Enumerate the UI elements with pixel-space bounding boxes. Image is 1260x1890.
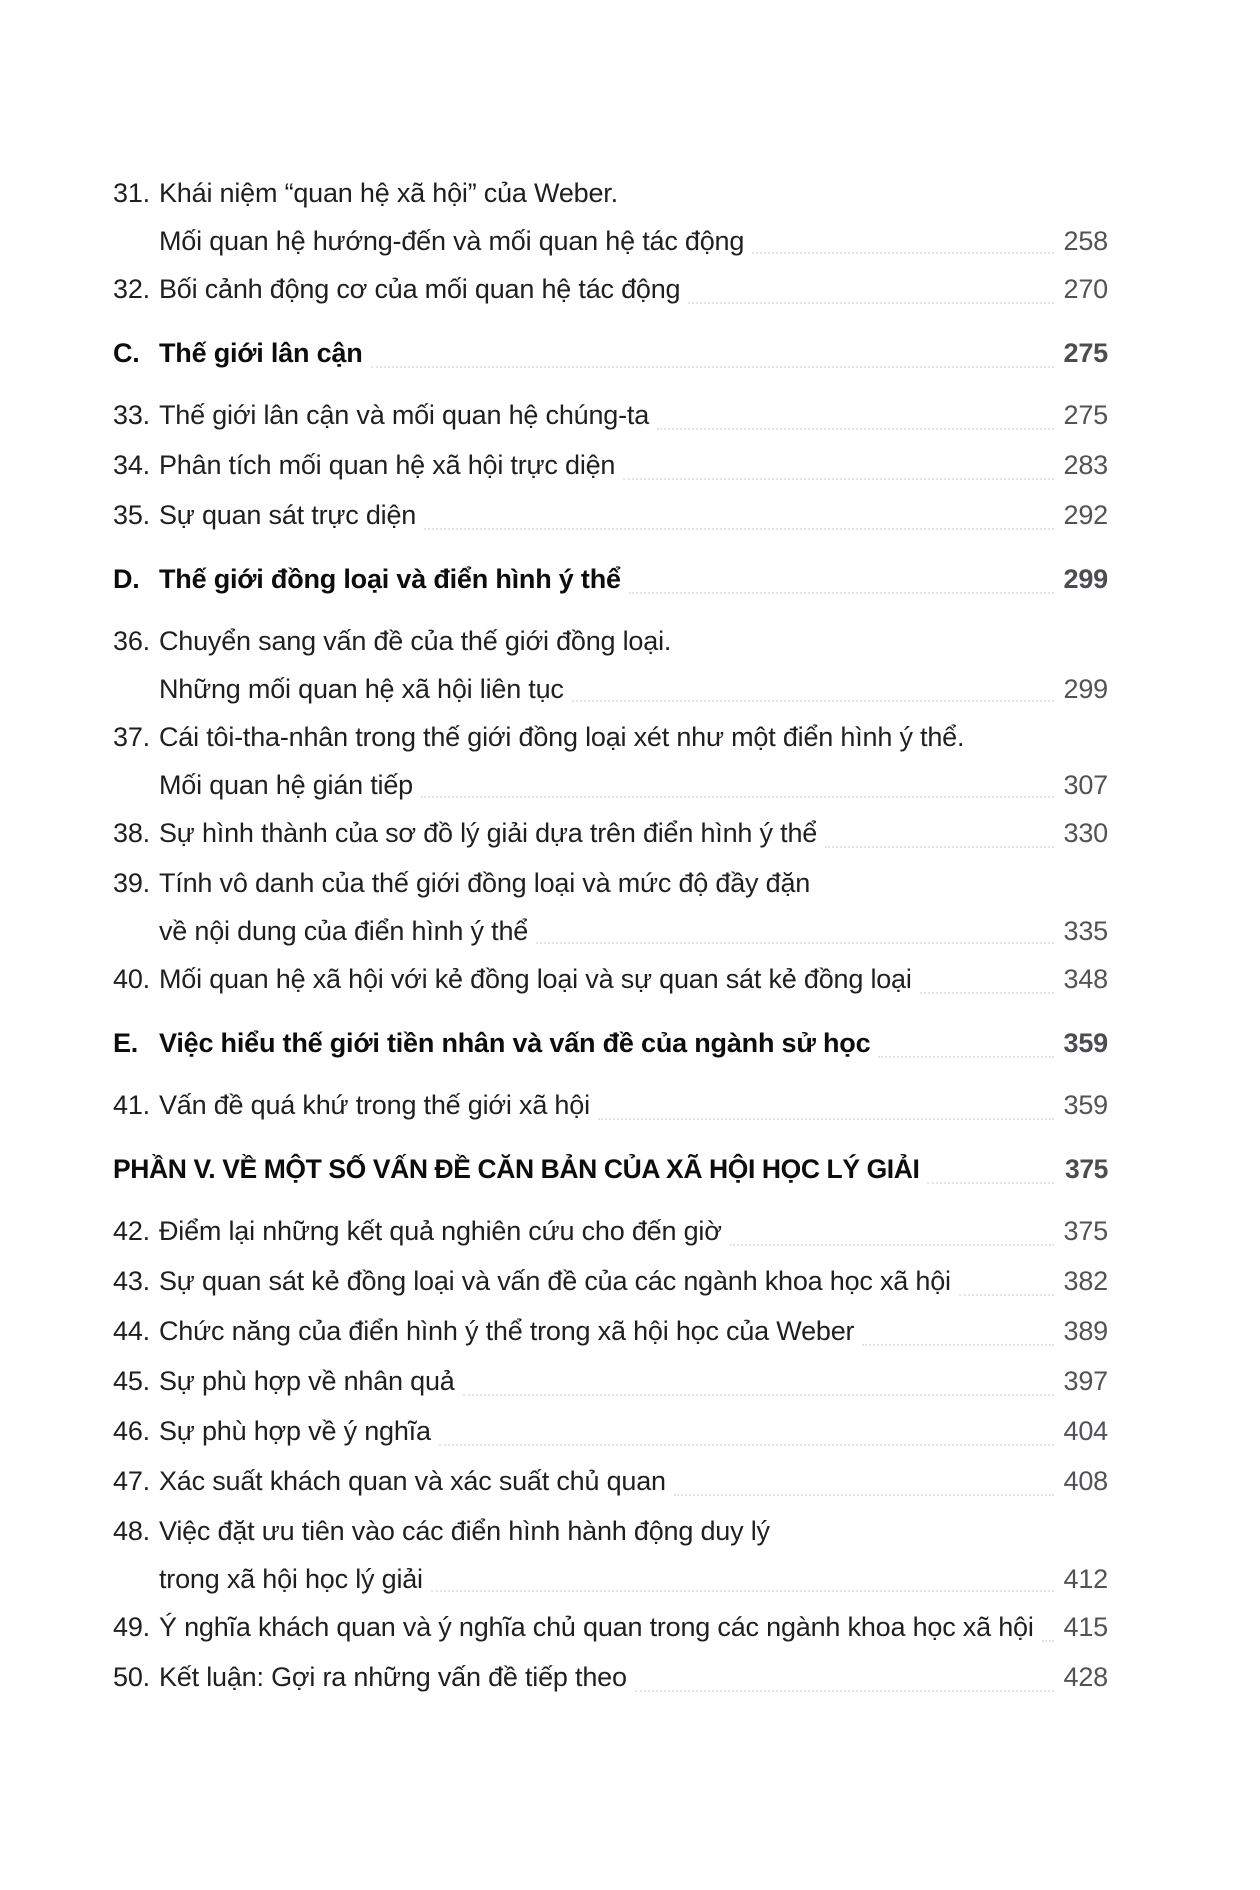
toc-entry-title: Khái niệm “quan hệ xã hội” của Weber. <box>159 177 618 208</box>
toc-entry <box>113 908 1108 954</box>
toc-entry-number: 43. <box>113 1265 150 1296</box>
toc-entry <box>113 390 1108 440</box>
toc-entry <box>113 490 1108 540</box>
toc-entry-title: Cái tôi-tha-nhân trong thế giới đồng loại xét như một điển hình ý thể. <box>159 721 965 752</box>
toc-entry-title: PHẦN V. VỀ MỘT SỐ VẤN ĐỀ CĂN BẢN CỦA XÃ HỘI HỌC LÝ GIẢI <box>113 1153 920 1184</box>
toc-leader-line <box>1042 1640 1054 1642</box>
toc-entry <box>113 1602 1108 1652</box>
toc-leader-line <box>959 1294 1054 1296</box>
toc-section-heading <box>113 1018 1108 1068</box>
toc-page-number: 359 <box>1063 1027 1108 1058</box>
toc-leader-line <box>623 478 1054 480</box>
toc-entry-number: 39. <box>113 867 150 898</box>
toc-page-number: 330 <box>1063 817 1108 848</box>
toc-entry-title: Những mối quan hệ xã hội liên tục <box>159 673 564 704</box>
toc-leader-line <box>862 1344 1054 1346</box>
toc-leader-line <box>730 1244 1054 1246</box>
toc-entry-number: 47. <box>113 1465 150 1496</box>
toc-page-number: 292 <box>1063 499 1108 530</box>
toc-entry <box>113 1406 1108 1456</box>
toc-entry-title: Mối quan hệ hướng-đến và mối quan hệ tác động <box>159 225 745 256</box>
toc-page-number: 283 <box>1063 449 1108 480</box>
toc-page-number: 375 <box>1064 1153 1108 1184</box>
toc-entry <box>113 1306 1108 1356</box>
toc-entry-number: 46. <box>113 1415 150 1446</box>
toc-entry-number: 42. <box>113 1215 150 1246</box>
toc-entry-number: 35. <box>113 499 150 530</box>
toc-leader-line <box>752 252 1054 254</box>
toc-entry <box>113 762 1108 808</box>
toc-entry-number: 37. <box>113 721 150 752</box>
toc-page-number: 270 <box>1063 273 1108 304</box>
toc-entry-title: Việc đặt ưu tiên vào các điển hình hành động duy lý <box>159 1515 770 1546</box>
toc-page-number: 258 <box>1063 225 1108 256</box>
toc-entry-title: Mối quan hệ gián tiếp <box>159 769 413 800</box>
toc-leader-line <box>825 846 1054 848</box>
toc-entry-title: Bối cảnh động cơ của mối quan hệ tác động <box>159 273 681 304</box>
toc-entry <box>113 712 1108 762</box>
toc-leader-line <box>629 592 1054 594</box>
toc-entry <box>113 168 1108 218</box>
toc-entry <box>113 1456 1108 1506</box>
toc-leader-line <box>674 1494 1054 1496</box>
toc-page-number: 415 <box>1063 1611 1108 1642</box>
toc-entry <box>113 1206 1108 1256</box>
toc-entry-title: Phân tích mối quan hệ xã hội trực diện <box>159 449 616 480</box>
toc-entry-title: Điểm lại những kết quả nghiên cứu cho đến giờ <box>159 1215 722 1246</box>
toc-entry-title: Sự quan sát kẻ đồng loại và vấn đề của các ngành khoa học xã hội <box>159 1265 951 1296</box>
toc-leader-line <box>463 1394 1054 1396</box>
toc-page-number: 359 <box>1063 1089 1108 1120</box>
toc-entry-number: D. <box>113 563 140 594</box>
toc-entry <box>113 616 1108 666</box>
toc-page-number: 389 <box>1063 1315 1108 1346</box>
toc-page-number: 348 <box>1063 963 1108 994</box>
toc-page-number: 307 <box>1063 769 1108 800</box>
toc-entry-number: 31. <box>113 177 150 208</box>
toc-section-heading <box>113 1144 1108 1194</box>
toc-page-number: 382 <box>1063 1265 1108 1296</box>
toc-page-number: 275 <box>1063 399 1108 430</box>
toc-entry <box>113 954 1108 1004</box>
toc-entry-title: Thế giới lân cận <box>159 337 363 368</box>
toc-entry <box>113 264 1108 314</box>
toc-leader-line <box>431 1590 1054 1592</box>
toc-page-number: 335 <box>1063 915 1108 946</box>
toc-entry-title: Sự hình thành của sơ đồ lý giải dựa trên điển hình ý thể <box>159 817 818 848</box>
toc-leader-line <box>536 942 1054 944</box>
toc-entry <box>113 218 1108 264</box>
toc-leader-line <box>424 528 1054 530</box>
toc-entry-number: 50. <box>113 1661 150 1692</box>
toc-entry-title: Sự quan sát trực diện <box>159 499 417 530</box>
toc-entry <box>113 666 1108 712</box>
toc-page-number: 412 <box>1063 1563 1108 1594</box>
toc-entry-title: trong xã hội học lý giải <box>159 1563 423 1594</box>
toc-entry <box>113 1652 1108 1702</box>
toc-entry-number: 41. <box>113 1089 150 1120</box>
toc-page-number: 299 <box>1063 563 1108 594</box>
toc-entry-number: 49. <box>113 1611 150 1642</box>
toc-list <box>113 168 1108 1702</box>
toc-entry-number: E. <box>113 1027 139 1058</box>
toc-entry-number: 48. <box>113 1515 150 1546</box>
toc-leader-line <box>598 1118 1054 1120</box>
toc-entry-title: Sự phù hợp về ý nghĩa <box>159 1415 431 1446</box>
toc-leader-line <box>572 700 1054 702</box>
toc-entry-number: C. <box>113 337 140 368</box>
toc-entry-number: 44. <box>113 1315 150 1346</box>
toc-page-number: 404 <box>1063 1415 1108 1446</box>
toc-entry <box>113 440 1108 490</box>
toc-entry-title: Sự phù hợp về nhân quả <box>159 1365 455 1396</box>
toc-entry-title: Vấn đề quá khứ trong thế giới xã hội <box>159 1089 590 1120</box>
toc-page-number: 397 <box>1063 1365 1108 1396</box>
toc-entry-number: 34. <box>113 449 150 480</box>
toc-entry-title: Ý nghĩa khách quan và ý nghĩa chủ quan trong các ngành khoa học xã hội <box>159 1611 1034 1642</box>
toc-section-heading <box>113 554 1108 604</box>
toc-entry-title: Kết luận: Gợi ra những vấn đề tiếp theo <box>159 1661 627 1692</box>
toc-leader-line <box>439 1444 1054 1446</box>
toc-entry-number: 36. <box>113 625 150 656</box>
toc-entry <box>113 1256 1108 1306</box>
toc-entry <box>113 1356 1108 1406</box>
toc-entry-number: 33. <box>113 399 150 430</box>
toc-leader-line <box>635 1690 1054 1692</box>
toc-entry-title: về nội dung của điển hình ý thể <box>159 915 529 946</box>
toc-entry <box>113 808 1108 858</box>
toc-entry-title: Tính vô danh của thế giới đồng loại và mức độ đầy đặn <box>159 867 811 898</box>
toc-entry-number: 38. <box>113 817 150 848</box>
toc-leader-line <box>688 302 1054 304</box>
toc-entry-title: Thế giới đồng loại và điển hình ý thể <box>159 563 621 594</box>
toc-page-number: 375 <box>1063 1215 1108 1246</box>
toc-leader-line <box>920 992 1054 994</box>
toc-page-number: 408 <box>1063 1465 1108 1496</box>
toc-leader-line <box>371 366 1054 368</box>
toc-entry <box>113 1556 1108 1602</box>
toc-entry <box>113 1506 1108 1556</box>
toc-entry-title: Thế giới lân cận và mối quan hệ chúng-ta <box>159 399 650 430</box>
toc-page-number: 275 <box>1063 337 1108 368</box>
toc-entry-title: Xác suất khách quan và xác suất chủ quan <box>159 1465 666 1496</box>
toc-entry-title: Chuyển sang vấn đề của thế giới đồng loại. <box>159 625 672 656</box>
toc-entry-number: 45. <box>113 1365 150 1396</box>
toc-entry <box>113 858 1108 908</box>
toc-entry-number: 32. <box>113 273 150 304</box>
toc-leader-line <box>927 1182 1054 1184</box>
toc-leader-line <box>878 1056 1054 1058</box>
toc-entry-title: Mối quan hệ xã hội với kẻ đồng loại và sự quan sát kẻ đồng loại <box>159 963 912 994</box>
toc-entry-title: Chức năng của điển hình ý thể trong xã hội học của Weber <box>159 1315 855 1346</box>
toc-entry <box>113 1080 1108 1130</box>
toc-leader-line <box>421 796 1054 798</box>
toc-page-number: 428 <box>1063 1661 1108 1692</box>
toc-section-heading <box>113 328 1108 378</box>
toc-leader-line <box>657 428 1054 430</box>
toc-entry-title: Việc hiểu thế giới tiền nhân và vấn đề của ngành sử học <box>159 1027 871 1058</box>
toc-page-number: 299 <box>1063 673 1108 704</box>
toc-entry-number: 40. <box>113 963 150 994</box>
